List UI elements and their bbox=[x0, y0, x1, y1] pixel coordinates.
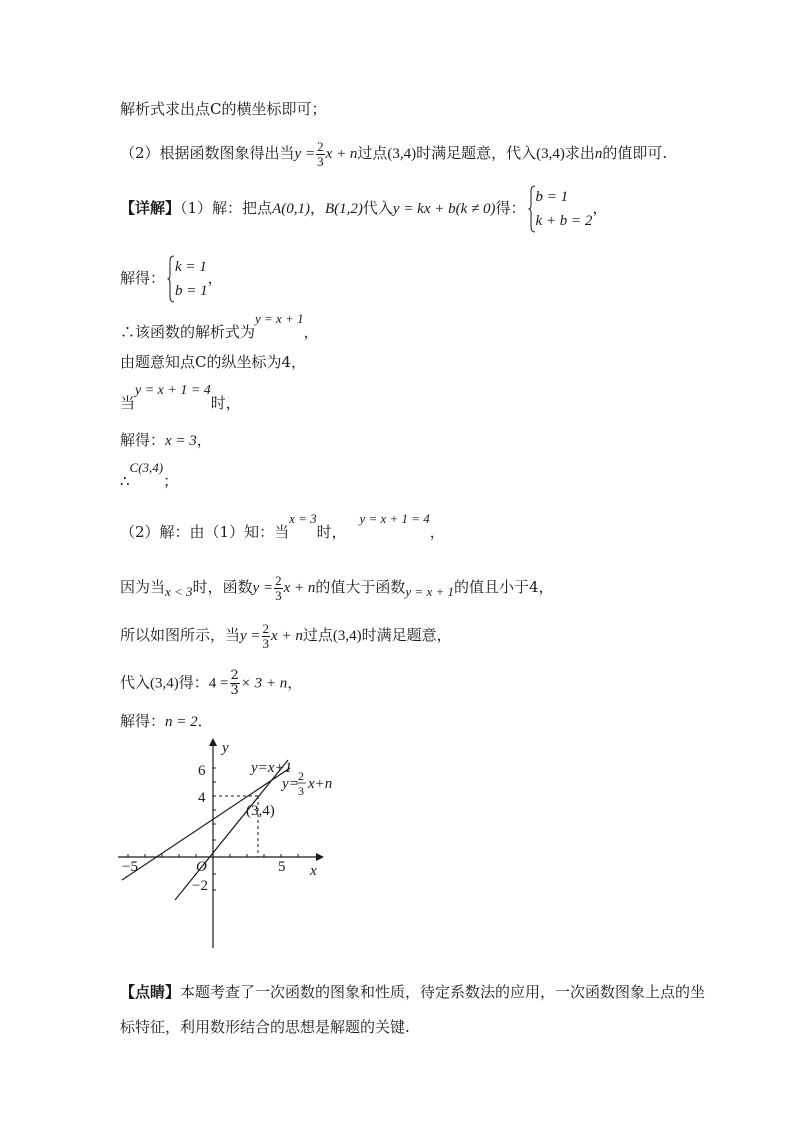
x-tick-m5: −5 bbox=[122, 859, 138, 875]
x-axis-arrow-icon bbox=[316, 853, 324, 861]
math: y = kx + b(k ≠ 0) bbox=[392, 201, 496, 217]
math: y = x + 1 bbox=[405, 583, 454, 599]
math: b = 1 bbox=[175, 283, 208, 299]
y-tick-6: 6 bbox=[198, 763, 206, 779]
text-line-16 bbox=[120, 1017, 410, 1037]
point-label: (3,4) bbox=[246, 803, 275, 819]
function-graph bbox=[110, 730, 340, 960]
text: （2）解：由（1）知：当 bbox=[120, 523, 290, 541]
text: 的值即可. bbox=[602, 143, 668, 162]
math: (3,4) bbox=[387, 145, 417, 162]
fraction-denominator: 3 bbox=[275, 588, 282, 603]
text: 求出 bbox=[564, 143, 595, 162]
text: 时，函数 bbox=[192, 577, 253, 596]
text-line-13 bbox=[120, 669, 302, 698]
math: x = 3 bbox=[289, 511, 317, 526]
fraction-denominator: 3 bbox=[230, 683, 239, 698]
detail-label: 【详解】 bbox=[120, 199, 181, 217]
math: x + n bbox=[325, 145, 358, 162]
text: （1）解：把点 bbox=[180, 199, 273, 217]
math: x + n bbox=[271, 627, 303, 644]
math: C(3,4) bbox=[129, 460, 164, 475]
text: 过点 bbox=[302, 625, 333, 644]
text-line-3 bbox=[120, 185, 607, 233]
text: 得： bbox=[495, 199, 526, 217]
y-axis-arrow-icon bbox=[209, 738, 217, 746]
equation-system bbox=[167, 255, 208, 303]
text-line-10 bbox=[120, 511, 445, 543]
text: ， bbox=[287, 673, 303, 692]
math: x = 3 bbox=[165, 433, 197, 449]
text: 所以如图所示，当 bbox=[120, 625, 241, 644]
line-1-text: 解析式求出点C的横坐标即可； bbox=[120, 100, 327, 118]
text: 解得： bbox=[120, 431, 166, 449]
math: (3,4) bbox=[332, 627, 362, 644]
text: 代入 bbox=[120, 673, 151, 692]
text: 当 bbox=[120, 394, 136, 412]
text-line-15 bbox=[120, 982, 705, 1002]
text-line-5 bbox=[120, 311, 319, 343]
text: 的值且小于4， bbox=[454, 577, 554, 596]
y-tick-4: 4 bbox=[198, 790, 206, 806]
equation-system bbox=[528, 185, 593, 233]
text: ； bbox=[163, 472, 179, 490]
text: 本题考查了一次函数的图象和性质，待定系数法的应用，一次函数图象上点的坐 bbox=[180, 983, 706, 1001]
math: n = 2 bbox=[165, 714, 198, 730]
text-line-6 bbox=[120, 352, 306, 372]
text-line-4 bbox=[120, 255, 223, 303]
fraction bbox=[316, 140, 325, 169]
math: b = 1 bbox=[535, 189, 569, 205]
text-line-14 bbox=[120, 711, 213, 732]
math: k = 1 bbox=[175, 259, 207, 275]
text-line-1 bbox=[120, 99, 326, 119]
line2-label-num: 2 bbox=[298, 769, 304, 783]
math: y = x + 1 bbox=[255, 311, 304, 326]
y-axis-label: y bbox=[222, 740, 229, 756]
fraction bbox=[230, 669, 240, 698]
text: 时满足题意， bbox=[361, 625, 452, 644]
math: y = bbox=[240, 627, 261, 644]
text: ． bbox=[197, 712, 213, 730]
brace-icon bbox=[167, 255, 175, 303]
x-axis-label: x bbox=[310, 863, 317, 879]
text: ， bbox=[196, 431, 212, 449]
brace-icon bbox=[528, 185, 536, 233]
text: 代入 bbox=[362, 199, 393, 217]
math: 4 = bbox=[208, 675, 229, 692]
fraction bbox=[262, 622, 271, 651]
text: 过点 bbox=[357, 143, 388, 162]
text: ， bbox=[207, 269, 223, 287]
text: ， bbox=[592, 199, 608, 217]
text: 时， bbox=[316, 523, 347, 541]
math: y = x + 1 = 4 bbox=[359, 511, 430, 526]
math: B(1,2) bbox=[324, 201, 363, 217]
fraction-denominator: 3 bbox=[262, 636, 270, 651]
fraction-numerator: 2 bbox=[317, 139, 324, 154]
fraction-denominator: 3 bbox=[317, 154, 324, 169]
text: ， bbox=[309, 199, 325, 217]
math: x + n bbox=[283, 579, 316, 596]
text-line-7 bbox=[120, 383, 241, 415]
text: 的值大于函数 bbox=[315, 577, 406, 596]
math: (3,4) bbox=[150, 675, 179, 692]
text: 时满足题意，代入 bbox=[416, 143, 537, 162]
y-tick-m2: −2 bbox=[192, 878, 208, 894]
math: (3,4) bbox=[536, 145, 565, 162]
x-tick-5: 5 bbox=[278, 859, 286, 875]
text: 解得： bbox=[120, 269, 166, 287]
text-line-12 bbox=[120, 622, 452, 651]
text: 标特征，利用数形结合的思想是解题的关键. bbox=[120, 1018, 410, 1036]
fraction bbox=[274, 574, 283, 603]
math: A(0,1) bbox=[272, 201, 310, 217]
math: k + b = 2 bbox=[535, 213, 593, 229]
math: × 3 + n bbox=[240, 675, 288, 692]
line1-label: y=x+1 bbox=[251, 760, 293, 776]
text-line-11 bbox=[120, 574, 554, 603]
text: 解得： bbox=[120, 712, 166, 730]
text: 因为当 bbox=[120, 577, 166, 596]
math: x < 3 bbox=[165, 583, 193, 599]
math: y = x + 1 = 4 bbox=[135, 383, 211, 398]
fraction-numerator: 2 bbox=[275, 573, 282, 588]
text: 时， bbox=[210, 394, 241, 412]
text: ∴ bbox=[120, 472, 130, 490]
origin-label: O bbox=[196, 859, 207, 875]
math: n bbox=[594, 145, 603, 162]
text: 得： bbox=[178, 673, 209, 692]
fraction-numerator: 2 bbox=[262, 621, 270, 636]
text-line-9 bbox=[120, 460, 179, 492]
line2-label-den: 3 bbox=[298, 784, 304, 798]
line2-label-post: x+n bbox=[308, 776, 333, 792]
text-line-8 bbox=[120, 430, 212, 451]
text: 由题意知点C的纵坐标为4， bbox=[120, 353, 307, 371]
line2-label-pre: y= bbox=[282, 776, 299, 792]
fraction-numerator: 2 bbox=[230, 668, 239, 683]
math: y = bbox=[294, 145, 316, 162]
dianjing-label: 【点睛】 bbox=[120, 983, 181, 1001]
text: ， bbox=[303, 323, 319, 341]
text: ∴该函数的解析式为 bbox=[120, 323, 256, 341]
text: ， bbox=[429, 523, 445, 541]
math: y = bbox=[252, 579, 274, 596]
text: （2）根据函数图象得出当 bbox=[120, 143, 295, 162]
text-line-2 bbox=[120, 140, 667, 169]
